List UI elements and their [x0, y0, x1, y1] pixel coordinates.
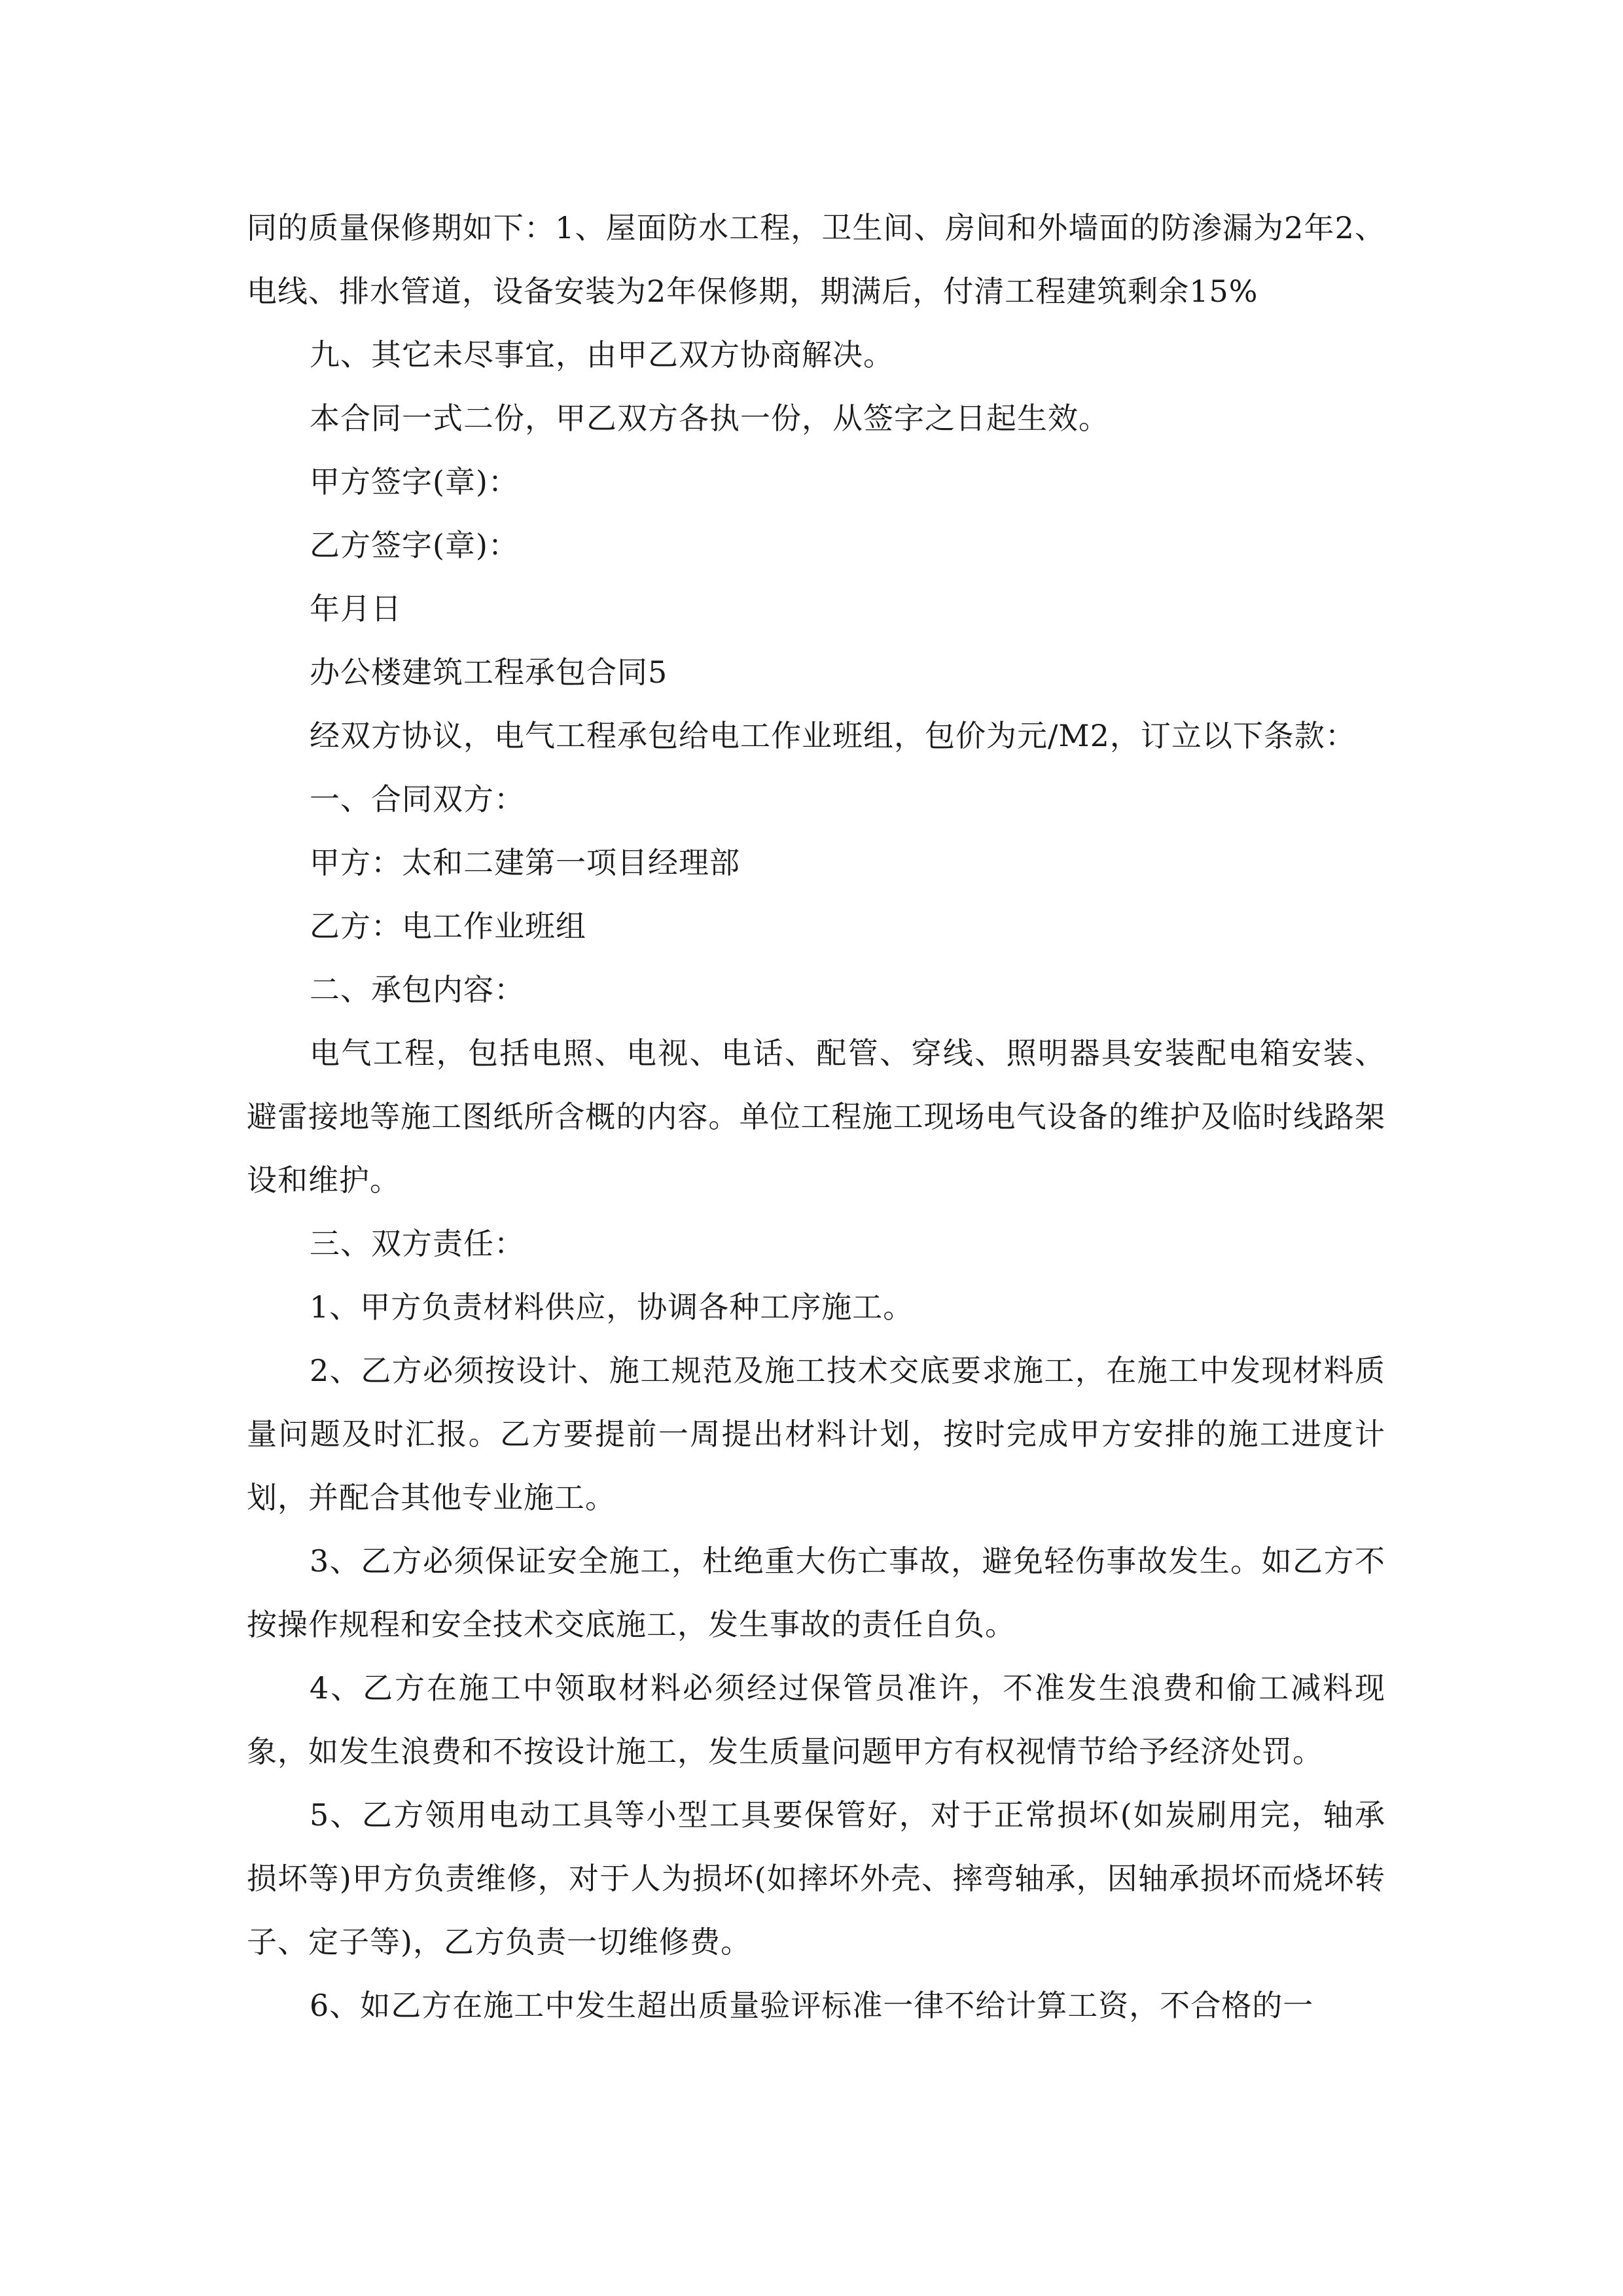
responsibility-item-6: 6、如乙方在施工中发生超出质量验评标准一律不给计算工资，不合格的一 [310, 1988, 1314, 2023]
responsibility-item-4: 4、乙方在施工中领取材料必须经过保管员准许，不准发生浪费和偷工减料现象，如发生浪费和不按设计施工，发生质量问题甲方有权视情节给予经济处罚。 [247, 1670, 1385, 1769]
party-b-name: 乙方：电工作业班组 [310, 908, 586, 944]
paragraph-copies: 本合同一式二份，甲乙双方各执一份，从签字之日起生效。 [310, 401, 1109, 436]
responsibility-item-2: 2、乙方必须按设计、施工规范及施工技术交底要求施工，在施工中发现材料质量问题及时汇报。乙方要提前一周提出材料计划，按时完成甲方安排的施工进度计划，并配合其他专业施工。 [247, 1353, 1385, 1515]
paragraph-warranty-continued: 同的质量保修期如下：1、屋面防水工程，卫生间、房间和外墙面的防渗漏为2年2、电线、排水管道，设备安装为2年保修期，期满后，付清工程建筑剩余15% [247, 210, 1385, 309]
document-body [247, 196, 1385, 2037]
party-b-signature: 乙方签字(章)： [310, 528, 519, 563]
section-heading-responsibilities: 三、双方责任： [310, 1226, 525, 1261]
paragraph-agreement-intro: 经双方协议，电气工程承包给电工作业班组，包价为元/M2，订立以下条款： [310, 718, 1356, 753]
responsibility-item-1: 1、甲方负责材料供应，协调各种工序施工。 [310, 1289, 914, 1325]
responsibility-item-5: 5、乙方领用电动工具等小型工具要保管好，对于正常损坏(如炭刷用完，轴承损坏等)甲方负责维修，对于人为损坏(如摔坏外壳、摔弯轴承，因轴承损坏而烧坏转子、定子等)，乙方负责一切维修费。 [247, 1797, 1385, 1960]
paragraph-scope: 电气工程，包括电照、电视、电话、配管、穿线、照明器具安装配电箱安装、避雷接地等施工图纸所含概的内容。单位工程施工现场电气设备的维护及临时线路架设和维护。 [247, 1035, 1385, 1198]
section-heading-parties: 一、合同双方： [310, 781, 525, 817]
section-heading-scope: 二、承包内容： [310, 972, 525, 1007]
party-a-name: 甲方：太和二建第一项目经理部 [310, 845, 740, 880]
party-a-signature: 甲方签字(章)： [310, 464, 519, 499]
contract-title: 办公楼建筑工程承包合同5 [310, 655, 668, 690]
paragraph-clause-nine: 九、其它未尽事宜，由甲乙双方协商解决。 [310, 337, 894, 372]
date-line: 年月日 [310, 591, 402, 626]
responsibility-item-3: 3、乙方必须保证安全施工，杜绝重大伤亡事故，避免轻伤事故发生。如乙方不按操作规程和安全技术交底施工，发生事故的责任自负。 [247, 1543, 1385, 1642]
